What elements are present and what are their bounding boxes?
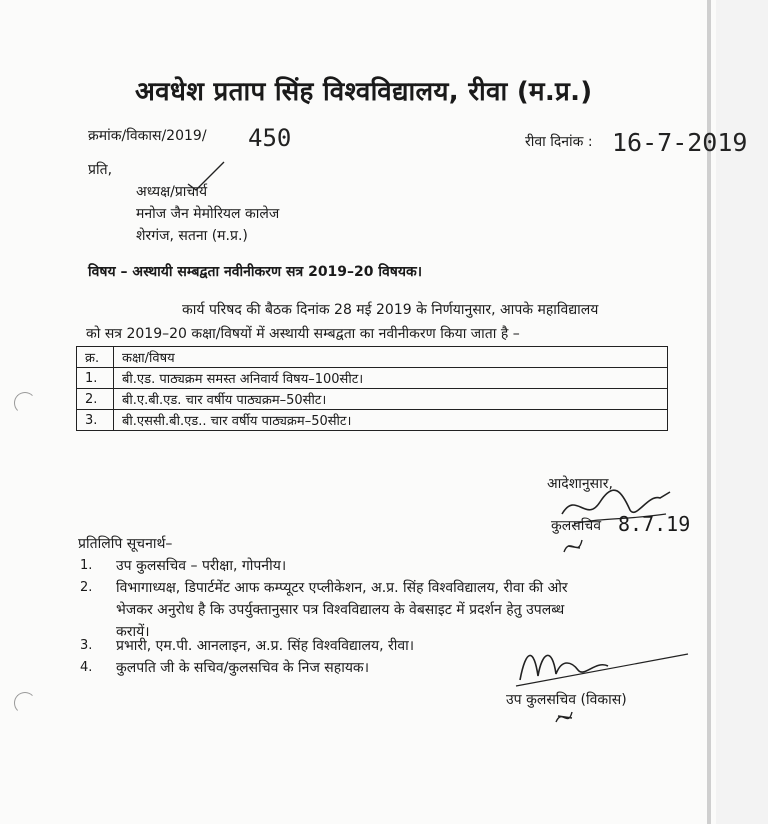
copy-item-text: कुलपति जी के सचिव/कुलसचिव के निज सहायक। [116, 660, 369, 676]
tick-mark [186, 160, 226, 192]
page-edge [716, 0, 768, 824]
recipient-line: शेरगंज, सतना (म.प्र.) [136, 228, 248, 244]
copy-item-text: विभागाध्यक्ष, डिपार्टमेंट आफ कम्प्यूटर एप्लीकेशन, अ.प्र. सिंह विश्वविद्यालय, रीवा की ओर [116, 580, 568, 596]
table-cell: बी.एड. पाठ्यक्रम समस्त अनिवार्य विषय–100सीट। [114, 368, 668, 389]
copy-item-number: 2. [80, 580, 93, 595]
order-label: आदेशानुसार, [547, 476, 613, 492]
table-cell: बी.ए.बी.एड. चार वर्षीय पाठ्यक्रम–50सीट। [114, 389, 668, 410]
date-handwritten: 16-7-2019 [612, 128, 748, 157]
copy-item-number: 4. [80, 660, 93, 675]
copy-item-number: 3. [80, 638, 93, 653]
reference-label: क्रमांक/विकास/2019/ [88, 128, 207, 144]
body-line: कार्य परिषद की बैठक दिनांक 28 मई 2019 के निर्णयानुसार, आपके महाविद्यालय [182, 302, 599, 318]
table-row [77, 368, 668, 389]
punch-hole [14, 692, 36, 714]
table-header-cell: क्र. [77, 347, 114, 368]
deputy-registrar-label: उप कुलसचिव (विकास) [506, 692, 627, 708]
class-seat-table [76, 346, 668, 431]
reference-number-handwritten: 450 [248, 124, 292, 152]
table-row [77, 410, 668, 431]
initial-scribble [552, 706, 576, 728]
deputy-signature [512, 640, 692, 690]
copy-heading: प्रतिलिपि सूचनार्थ– [78, 536, 173, 552]
table-cell: 2. [77, 389, 114, 410]
prati-label: प्रति, [88, 162, 113, 178]
recipient-line: मनोज जैन मेमोरियल कालेज [136, 206, 280, 222]
table-cell: 3. [77, 410, 114, 431]
table-row [77, 389, 668, 410]
table-header-row [77, 347, 668, 368]
copy-item-number: 1. [80, 558, 93, 573]
copy-item-text: भेजकर अनुरोध है कि उपर्युक्तानुसार पत्र विश्वविद्यालय के वेबसाइट में प्रदर्शन हेतु उपलब्ध [116, 602, 565, 618]
date-label: रीवा दिनांक : [525, 134, 593, 150]
page-fold-line [707, 0, 711, 824]
recipient-line: अध्यक्ष/प्राचार्य [136, 184, 208, 200]
table-cell: बी.एससी.बी.एड.. चार वर्षीय पाठ्यक्रम–50सीट। [114, 410, 668, 431]
table-cell: 1. [77, 368, 114, 389]
body-line: को सत्र 2019–20 कक्षा/विषयों में अस्थायी सम्बद्वता का नवीनीकरण किया जाता है – [86, 326, 520, 342]
signature-date-handwritten: 8.7.19 [618, 512, 691, 536]
copy-item-text: उप कुलसचिव – परीक्षा, गोपनीय। [116, 558, 287, 574]
university-title: अवधेश प्रताप सिंह विश्वविद्यालय, रीवा (म.प्र.) [135, 77, 593, 107]
punch-hole [14, 392, 36, 414]
registrar-label: कुलसचिव [551, 518, 602, 534]
copy-item-text: प्रभारी, एम.पी. आनलाइन, अ.प्र. सिंह विश्वविद्यालय, रीवा। [116, 638, 415, 654]
subject-line: विषय – अस्थायी सम्बद्वता नवीनीकरण सत्र 2019–20 विषयक। [88, 264, 423, 280]
table-header-cell: कक्षा/विषय [114, 347, 668, 368]
copy-item-text: करायें। [116, 624, 150, 640]
initial-scribble [560, 534, 586, 558]
